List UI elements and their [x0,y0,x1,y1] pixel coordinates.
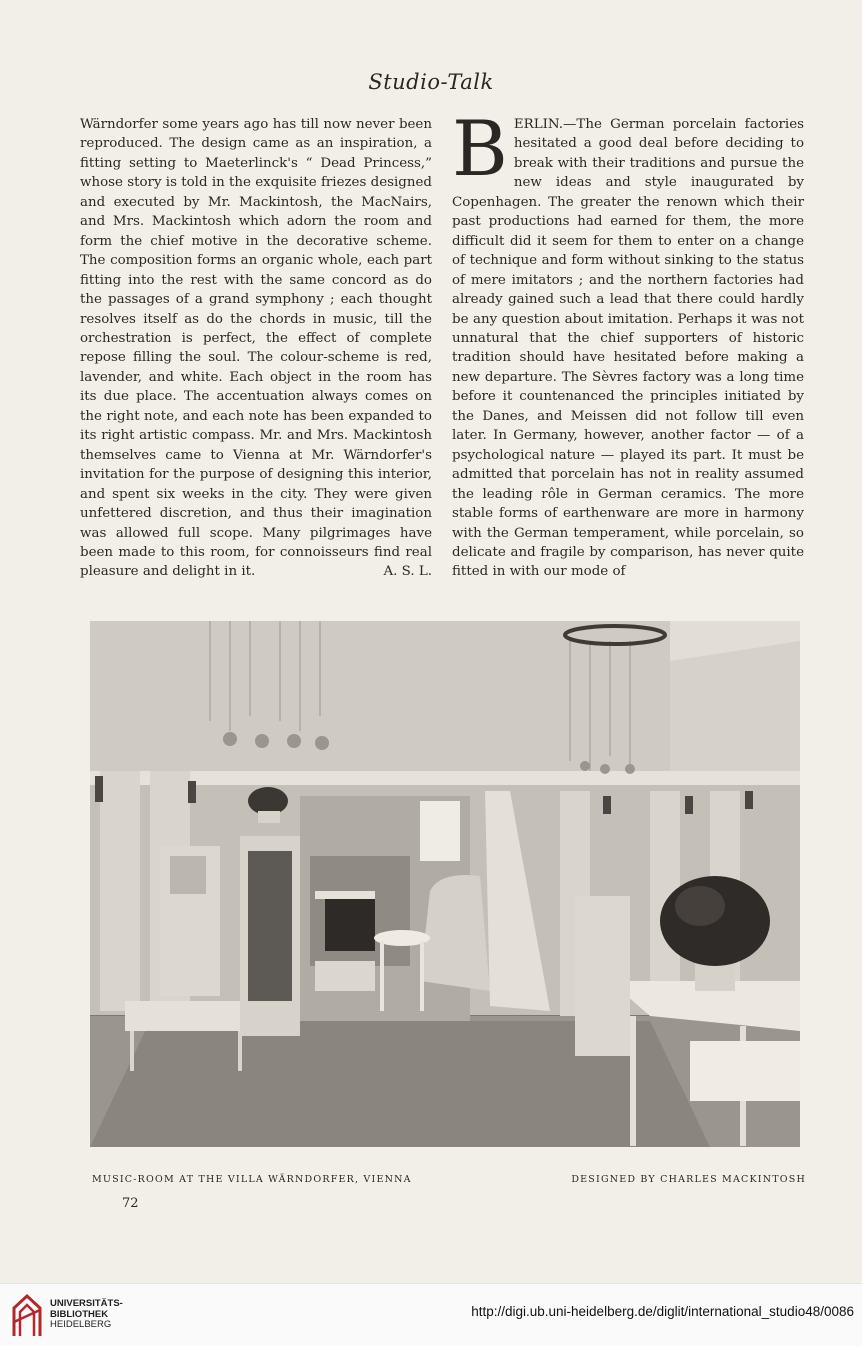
library-footer [0,1283,862,1346]
left-column-text: Wärndorfer some years ago has till now never been reproduced. The design came as an inspiration, a fitting setting to Maeterlinck's “ Dead Princess,” whose story is told in the exquisite friezes designed and executed by Mr. Mackintosh, the MacNairs, and Mrs. Mackintosh which adorn the room and form the chief motive in the decorative scheme. The composition forms an organic whole, each part fitting into the rest with the same concord as do the passages of a grand symphony ; each thought resolves itself as do the chords in music, till the orchestration is perfect, the effect of complete repose filling the soul. The colour-scheme is red, lavender, and white. Each object in the room has its due place. The accentuation always comes on the right note, and each note has been expanded to its right artistic compass. Mr. and Mrs. Mackintosh themselves came to Vienna at Mr. Wärndorfer's invitation for the purpose of designing this interior, and spent six weeks in the city. They were given unfettered discretion, and thus their imagination was allowed full scope. Many pilgrimages have been made to this room, for connoisseurs find real pleasure and delight in it. A. S. L. [80,115,432,582]
library-name-line1: UNIVERSITÄTS- [50,1298,123,1309]
library-name [50,1299,123,1331]
library-name-line2: BIBLIOTHEK [50,1308,109,1320]
left-column [80,115,432,582]
library-logo-icon [10,1292,44,1338]
source-url-link[interactable]: http://digi.ub.uni-heidelberg.de/diglit/international_studio48/0086 [471,1304,854,1319]
right-column-text: BERLIN.—The German porcelain factories hesitated a good deal before deciding to break with their traditions and pursue the new ideas and style inaugurated by Copenhagen. The greater the renown which their past productions had earned for them, the more difficult did it seem for them to enter on a change of technique and form without sinking to the status of mere imitators ; and the northern factories had already gained such a lead that there could hardly be any question about imitation. Perhaps it was not unnatural that the chief supporters of historic tradition should have hesitated before making a new departure. The Sèvres factory was a long time before it countenanced the principles initiated by the Danes, and Meissen did not follow till even later. In Germany, however, another factor — of a psychological nature — played its part. It must be admitted that porcelain has not in reality assumed the leading rôle in German ceramics. The more stable forms of earthenware are more in harmony with the German temperament, while porcelain, so delicate and fragile by comparison, has never quite fitted in with our mode of [452,104,804,580]
drop-cap: B [452,104,508,193]
author-signature: A. S. L. [383,564,432,580]
music-room-photograph [90,621,800,1147]
figure-caption-left: MUSIC-ROOM AT THE VILLA WÄRNDORFER, VIENNA [92,1174,412,1185]
figure-caption-right: DESIGNED BY CHARLES MACKINTOSH [571,1174,806,1185]
library-name-line3: HEIDELBERG [50,1319,112,1330]
running-head: Studio-Talk [368,70,494,94]
page-number: 72 [122,1196,139,1211]
right-column [452,104,804,582]
